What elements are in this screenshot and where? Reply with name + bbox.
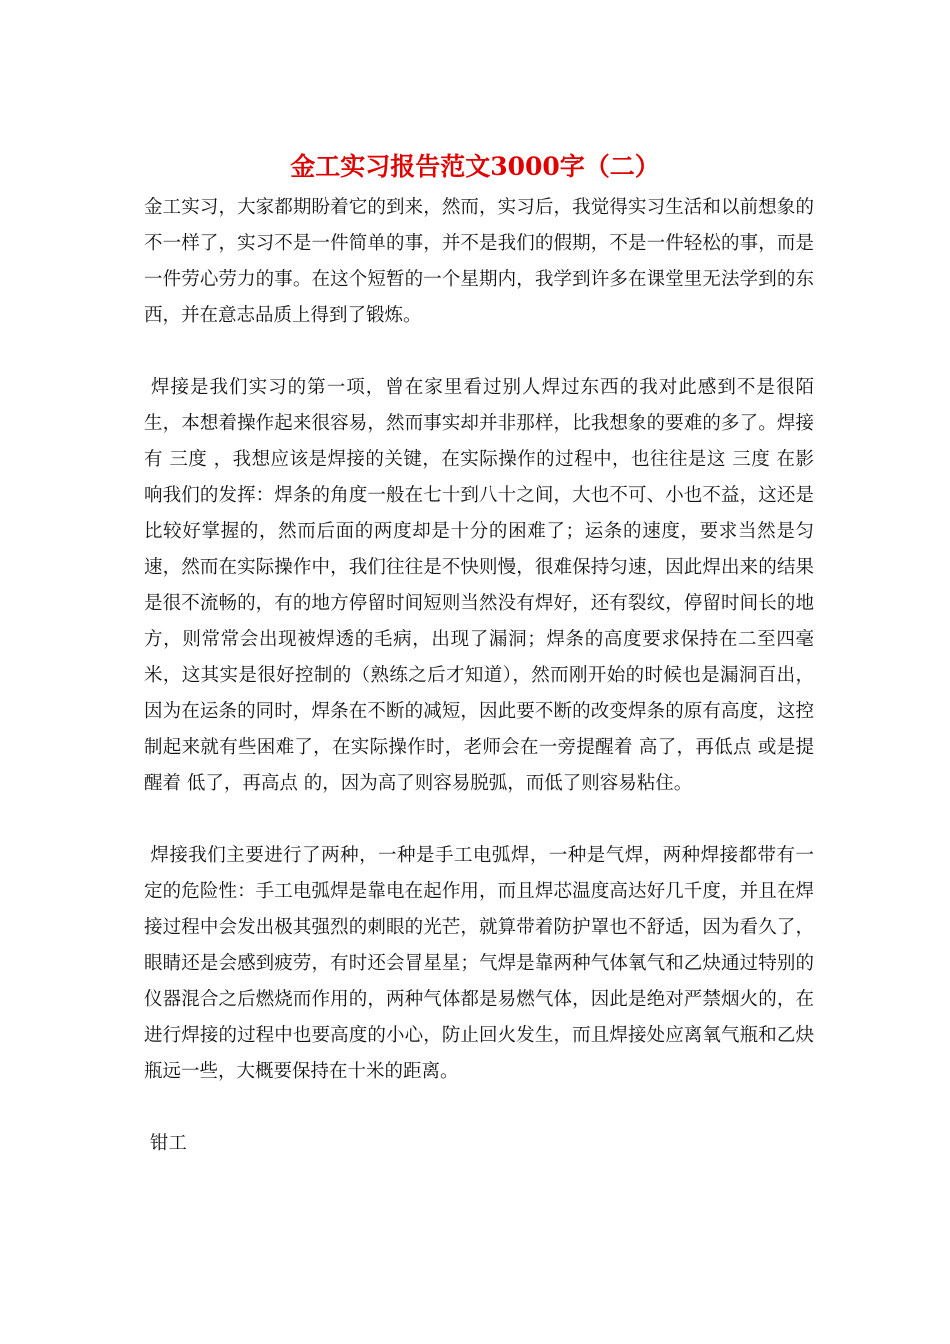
- paragraph-welding-types: 焊接我们主要进行了两种，一种是手工电弧焊，一种是气焊，两种焊接都带有一定的危险性：手工电弧焊是靠电在起作用，而且焊芯温度高达好几千度，并且在焊接过程中会发出极其强烈的刺眼的光芒，就算带着防护罩也不舒适，因为看久了，眼睛还是会感到疲劳，有时还会冒星星；气焊是靠两种气体氧气和乙炔通过特别的仪器混合之后燃烧而作用的，两种气体都是易燃气体，因此是绝对严禁烟火的，在进行焊接的过程中也要高度的小心，防止回火发生，而且焊接处应离氧气瓶和乙炔瓶远一些，大概要保持在十米的距离。: [144, 845, 814, 1082]
- document-title: 金工实习报告范文3000字（二）: [290, 152, 660, 181]
- paragraph-welding-intro: 焊接是我们实习的第一项，曾在家里看过别人焊过东西的我对此感到不是很陌生，本想着操作起来很容易，然而事实却并非那样，比我想象的要难的多了。焊接有 三度 ，我想应该是焊接的关键，在实际操作的过程中，也往往是这 三度 在影响我们的发挥：焊条的角度一般在七十到八十之间，大也不可、小也不益，这还是比较好掌握的，然而后面的两度却是十分的困难了；运条的速度，要求当然是匀速，然而在实际操作中，我们往往是不快则慢，很难保持匀速，因此焊出来的结果是很不流畅的，有的地方停留时间短则当然没有焊好，还有裂纹，停留时间长的地方，则常常会出现被焊透的毛病，出现了漏洞；焊条的高度要求保持在二至四毫米，这其实是很好控制的（熟练之后才知道），然而刚开始的时候也是漏洞百出，因为在运条的同时，焊条在不断的减短，因此要不断的改变焊条的原有高度，这控制起来就有些困难了，在实际操作时，老师会在一旁提醒着 高了，再低点 或是提醒着 低了，再高点 的，因为高了则容易脱弧，而低了则容易粘住。: [144, 377, 814, 794]
- section-heading-fitter: 钳工: [144, 1133, 187, 1154]
- paragraph-intro: 金工实习，大家都期盼着它的到来，然而，实习后，我觉得实习生活和以前想象的不一样了，实习不是一件简单的事，并不是我们的假期，不是一件轻松的事，而是一件劳心劳力的事。在这个短暂的一个星期内，我学到许多在课堂里无法学到的东西，并在意志品质上得到了锻炼。: [144, 197, 814, 326]
- document-body: [144, 190, 814, 1162]
